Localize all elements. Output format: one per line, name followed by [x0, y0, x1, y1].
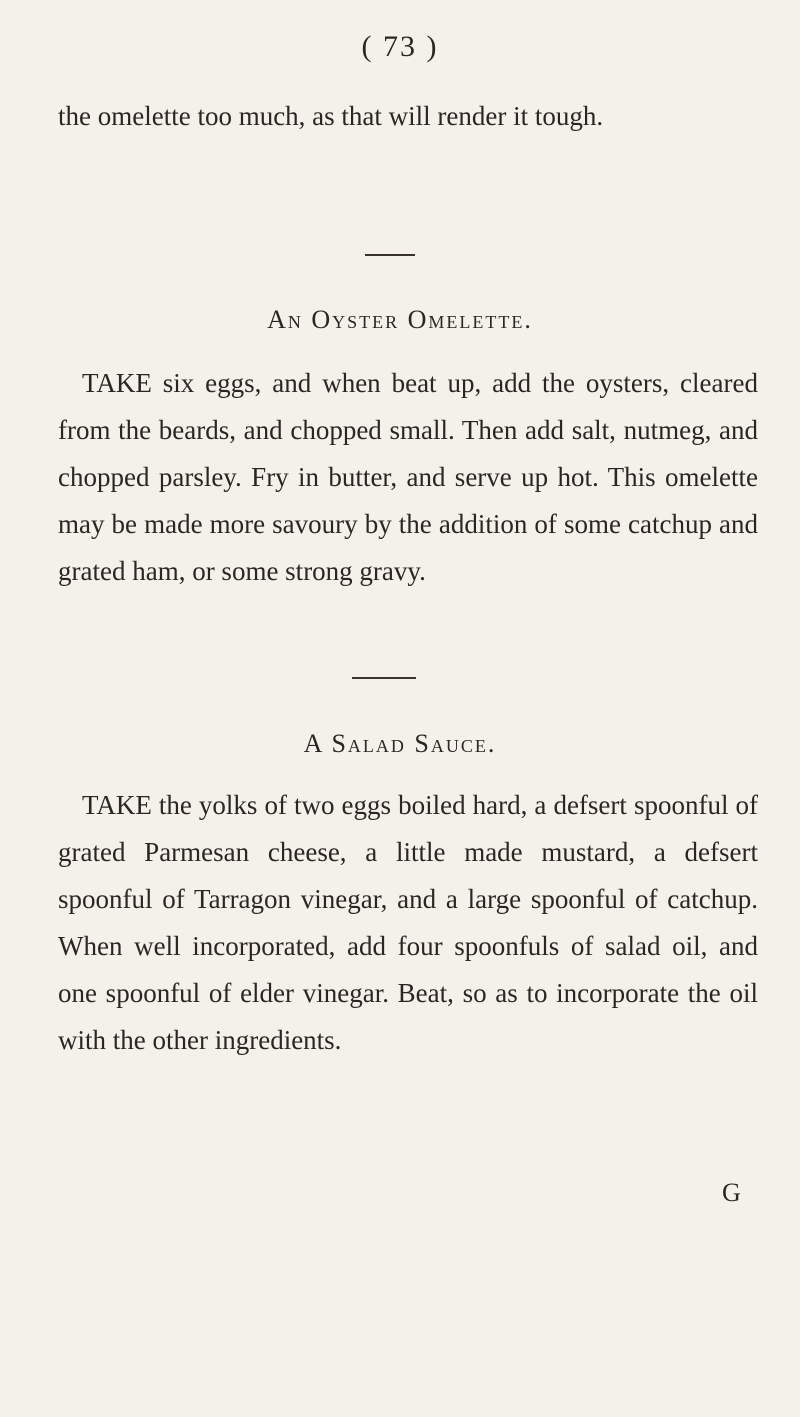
section-body-oyster-omelette: [58, 360, 758, 595]
salad-sauce-paragraph: TAKE the yolks of two eggs boiled hard, a defsert spoonful of grated Parmesan cheese, a little made mustard, a defsert spoonful of Tarragon vinegar, and a large spoonful of catchup. When well incorporated, add four spoonfuls of salad oil, and one spoonful of elder vinegar. Beat, so as to incorporate the oil with the other ingredients.: [58, 790, 758, 1055]
section-divider: [352, 677, 416, 679]
catchword: G: [722, 1178, 741, 1207]
section-heading-oyster-omelette: An Oyster Omelette.: [267, 305, 533, 334]
section-divider: [365, 254, 415, 256]
opening-paragraph: [58, 93, 758, 140]
section-heading-salad-sauce: A Salad Sauce.: [303, 729, 497, 758]
page-number: ( 73 ): [361, 30, 439, 63]
section-body-salad-sauce: [58, 782, 758, 1064]
opening-text: the omelette too much, as that will render it tough.: [58, 101, 604, 131]
oyster-omelette-paragraph: TAKE six eggs, and when beat up, add the oysters, cleared from the beards, and chopped small. Then add salt, nutmeg, and chopped parsley. Fry in butter, and serve up hot. This omelette may be made more savoury by the addition of some catchup and grated ham, or some strong gravy.: [58, 368, 758, 586]
